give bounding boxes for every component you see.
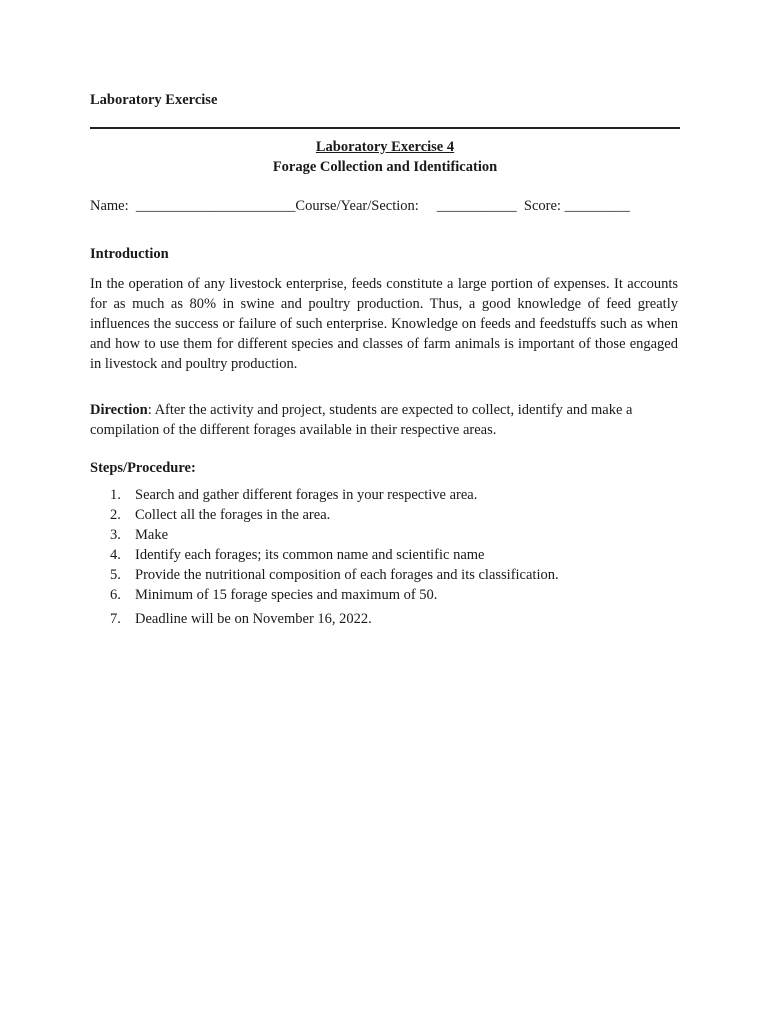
step-number: 1.	[110, 487, 121, 503]
student-info-fields: Name: ______________________Course/Year/Section: ___________ Score: _________	[90, 198, 630, 214]
steps-list	[110, 485, 559, 629]
introduction-paragraph: In the operation of any livestock enterprise, feeds constitute a large portion of expenses. It accounts for as much as 80% in swine and poultry production. Thus, a good knowledge of feed greatly influences the success or failure of such enterprise. Knowledge on feeds and feedstuffs such as when and how to use them for different species and classes of farm animals is important of those engaged in livestock and poultry production.	[90, 276, 678, 372]
header-divider	[90, 127, 680, 129]
exercise-title: Laboratory Exercise 4	[315, 139, 455, 155]
steps-heading: Steps/Procedure:	[90, 460, 196, 476]
list-item	[110, 545, 559, 565]
step-text: Collect all the forages in the area.	[135, 507, 331, 523]
list-item	[110, 585, 559, 605]
step-text: Provide the nutritional composition of each forages and its classification.	[135, 567, 559, 583]
list-item	[110, 609, 559, 629]
list-item	[110, 485, 559, 505]
step-number: 7.	[110, 611, 121, 627]
step-number: 2.	[110, 507, 121, 523]
step-text: Minimum of 15 forage species and maximum of 50.	[135, 587, 438, 603]
step-text: Make	[135, 527, 169, 543]
direction-paragraph	[90, 400, 678, 440]
introduction-heading: Introduction	[90, 246, 169, 262]
step-number: 4.	[110, 547, 121, 563]
step-text: Search and gather different forages in your respective area.	[135, 487, 478, 503]
step-number: 5.	[110, 567, 121, 583]
direction-text: : After the activity and project, students are expected to collect, identify and make a compilation of the different forages available in their respective areas.	[90, 402, 633, 438]
list-item	[110, 525, 559, 545]
step-text: Deadline will be on November 16, 2022.	[135, 611, 372, 627]
step-number: 3.	[110, 527, 121, 543]
list-item	[110, 505, 559, 525]
step-number: 6.	[110, 587, 121, 603]
exercise-subtitle: Forage Collection and Identification	[272, 159, 498, 175]
document-header: Laboratory Exercise	[90, 92, 218, 108]
step-text: Identify each forages; its common name and scientific name	[135, 547, 485, 563]
list-item	[110, 565, 559, 585]
direction-label: Direction	[90, 402, 148, 418]
